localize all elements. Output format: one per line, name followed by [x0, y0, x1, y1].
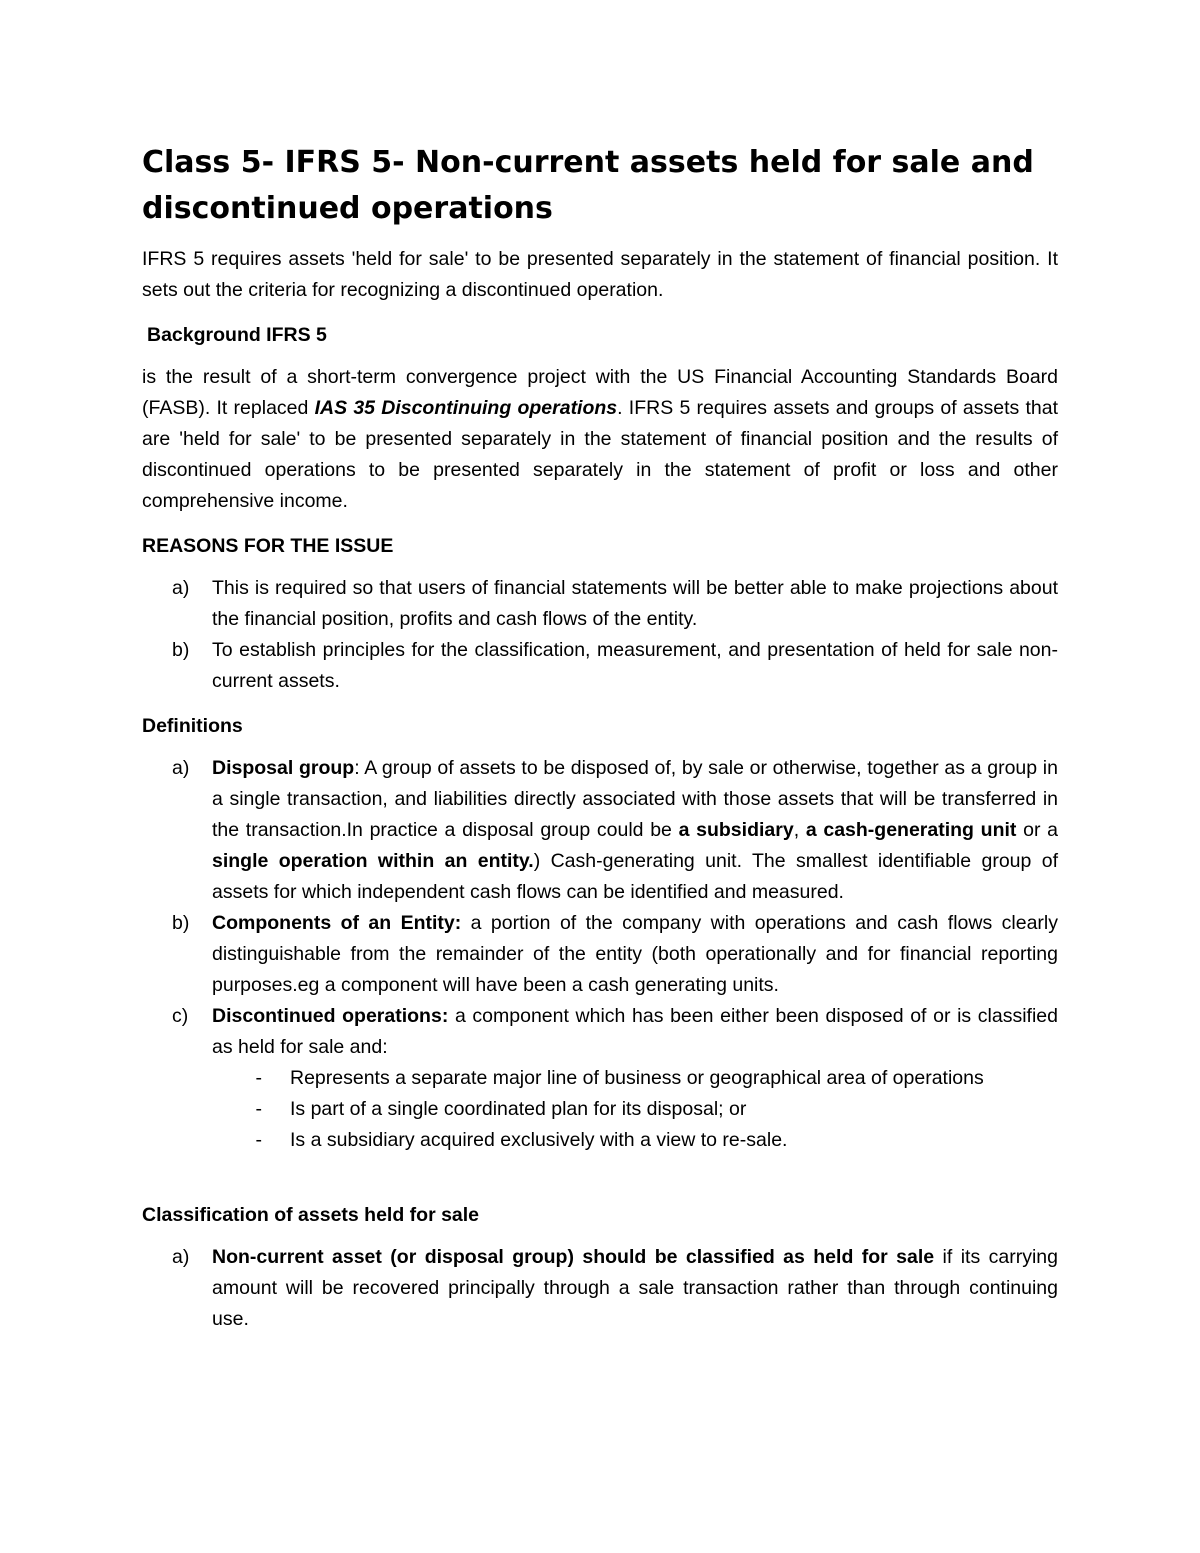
list-marker: c) [172, 1005, 189, 1027]
dash-marker: - [255, 1129, 262, 1151]
background-paragraph [142, 362, 1058, 517]
classification-list [142, 1242, 1058, 1335]
list-marker: a) [172, 577, 190, 599]
intro-paragraph: IFRS 5 requires assets 'held for sale' to be presented separately in the statement of financial position. It sets out the criteria for recognizing a discontinued operation. [142, 248, 1058, 301]
list-marker: b) [172, 912, 190, 934]
background-text-a: is the result of a short-term convergence project with the US Financial Accounting Standards Board (FASB). It replaced [142, 366, 1058, 419]
reasons-heading: REASONS FOR THE ISSUE [142, 535, 394, 557]
list-item [142, 573, 1058, 635]
classification-heading: Classification of assets held for sale [142, 1204, 480, 1226]
background-text-b: . IFRS 5 requires assets and groups of assets that are 'held for sale' to be presented separately in the statement of financial position and the results of discontinued operations to be presented separately in the statement of profit or loss and other comprehensive income. [142, 397, 1059, 512]
definition-disposal-group: a) Disposal group: A group of assets to be disposed of, by sale or otherwise, together as a group in a single transaction, and liabilities directly associated with those assets that will be transferred in the transaction.In practice a disposal group could be a subsidiary, a cash-generating unit or a single operation within an entity.) Cash-generating unit. The smallest identifiable group of assets for which independent cash flows can be identified and measured. [142, 753, 1058, 908]
discontinued-subitems [142, 1063, 1058, 1156]
list-marker: b) [172, 639, 190, 661]
sub-list-item: - Is part of a single coordinated plan for its disposal; or [142, 1094, 1058, 1125]
ias-35-reference: IAS 35 Discontinuing operations [314, 397, 618, 419]
definitions-list [142, 753, 1058, 1063]
list-marker: a) [172, 1246, 190, 1268]
term-disposal-group: Disposal group [212, 757, 355, 779]
document-body [142, 140, 1058, 1335]
term-components: Components of an Entity: [212, 912, 462, 934]
sub-list-item: - Is a subsidiary acquired exclusively with a view to re-sale. [142, 1125, 1058, 1156]
list-item [142, 635, 1058, 697]
list-item: a) Non-current asset (or disposal group) should be classified as held for sale if its carrying amount will be recovered principally through a sale transaction rather than through continuing use. [142, 1242, 1058, 1335]
list-item-text: This is required so that users of financial statements will be better able to make projections about the financial position, profits and cash flows of the entity. [212, 577, 1058, 630]
dash-marker: - [255, 1067, 262, 1089]
definitions-heading: Definitions [142, 715, 243, 737]
dash-marker: - [255, 1098, 262, 1120]
term-discontinued: Discontinued operations: [212, 1005, 449, 1027]
list-marker: a) [172, 757, 190, 779]
definition-components: b) Components of an Entity: a portion of the company with operations and cash flows clearly distinguishable from the remainder of the entity (both operationally and for financial reporting purposes.eg a component will have been a cash generating units. [142, 908, 1058, 1001]
background-heading: Background IFRS 5 [147, 324, 327, 346]
page-title: Class 5- IFRS 5- Non-current assets held for sale and discontinued operations [142, 145, 1034, 226]
definition-discontinued: c) Discontinued operations: a component which has been either been disposed of or is classified as held for sale and: [142, 1001, 1058, 1063]
list-item-text: To establish principles for the classification, measurement, and presentation of held for sale non- current assets. [212, 639, 1058, 692]
reasons-list [142, 573, 1058, 697]
sub-list-item: - Represents a separate major line of business or geographical area of operations [142, 1063, 1058, 1094]
